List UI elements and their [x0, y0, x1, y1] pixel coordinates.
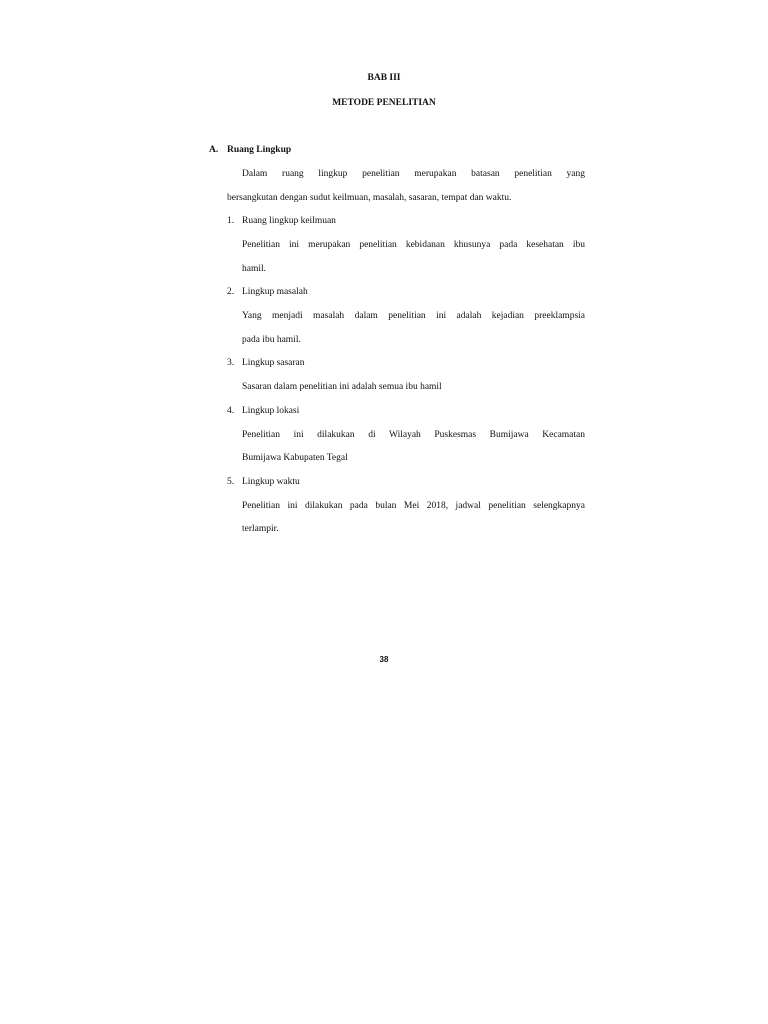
list-item-number: 2.	[227, 287, 235, 297]
intro-paragraph-line1: Dalam ruang lingkup penelitian merupakan batasan penelitian yang	[242, 169, 585, 179]
list-item-number: 4.	[227, 406, 235, 416]
page-number: 38	[379, 655, 389, 664]
list-item-text-line1: Penelitian ini dilakukan pada bulan Mei 2018, jadwal penelitian selengkapnya	[242, 501, 585, 511]
list-item-text-line2: hamil.	[242, 264, 267, 274]
section-marker: A.	[209, 145, 219, 155]
list-item-text-line1: Penelitian ini dilakukan di Wilayah Puskesmas Bumijawa Kecamatan	[242, 430, 585, 440]
list-item-text-line1: Yang menjadi masalah dalam penelitian ini adalah kejadian preeklampsia	[242, 311, 585, 321]
list-item-title: Lingkup sasaran	[242, 358, 305, 368]
chapter-number: BAB III	[367, 73, 401, 83]
list-item-number: 1.	[227, 216, 235, 226]
chapter-title: METODE PENELITIAN	[332, 98, 436, 108]
intro-paragraph-line2: bersangkutan dengan sudut keilmuan, masalah, sasaran, tempat dan waktu.	[227, 193, 512, 203]
list-item-number: 5.	[227, 477, 235, 487]
list-item-text-line2: Bumijawa Kabupaten Tegal	[242, 453, 348, 463]
list-item-number: 3.	[227, 358, 235, 368]
list-item-text-line1: Penelitian ini merupakan penelitian kebidanan khusunya pada kesehatan ibu	[242, 240, 585, 250]
list-item-title: Lingkup masalah	[242, 287, 308, 297]
list-item-title: Lingkup waktu	[242, 477, 300, 487]
list-item-title: Lingkup lokasi	[242, 406, 300, 416]
list-item-text-line2: terlampir.	[242, 524, 279, 534]
list-item-title: Ruang lingkup keilmuan	[242, 216, 336, 226]
section-title: Ruang Lingkup	[227, 145, 292, 155]
list-item-text-line1: Sasaran dalam penelitian ini adalah semua ibu hamil	[242, 382, 442, 392]
list-item-text-line2: pada ibu hamil.	[242, 335, 301, 345]
